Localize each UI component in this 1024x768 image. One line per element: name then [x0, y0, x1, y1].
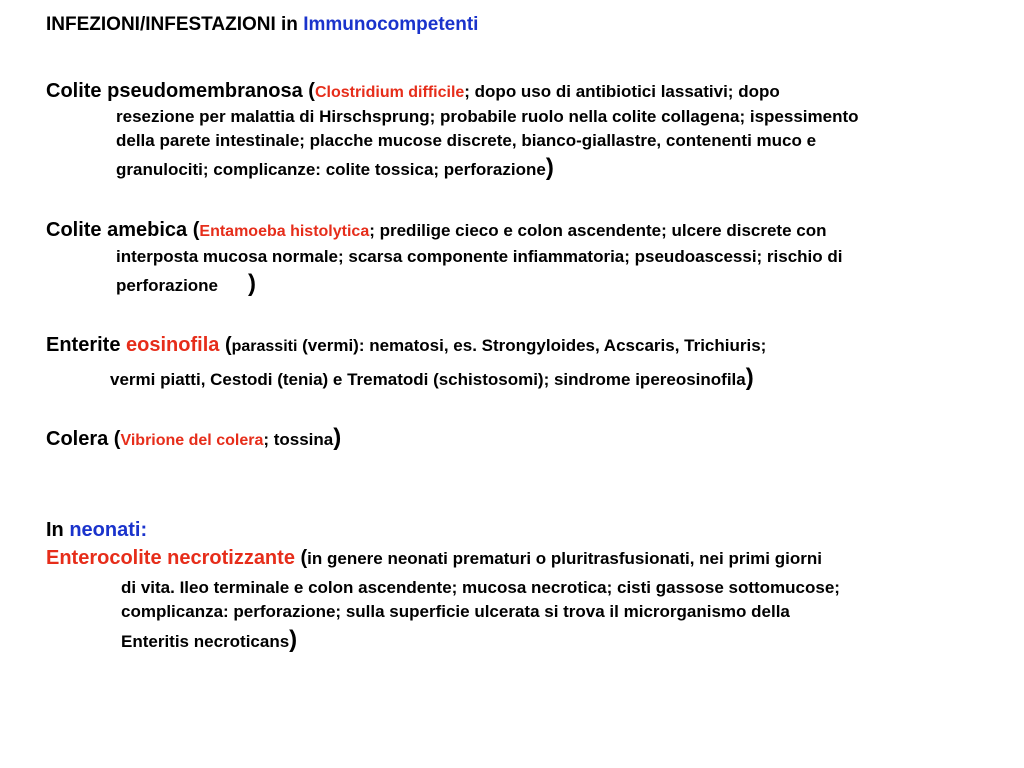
neonati-heading — [46, 519, 147, 542]
enterite-line2 — [110, 364, 754, 392]
enterocolite-text4: Enteritis necroticans — [121, 632, 290, 651]
enterite-highlight: eosinofila — [126, 334, 220, 356]
enterocolite-close: ) — [289, 626, 298, 653]
colite-amebica-close: ) — [248, 270, 257, 297]
colite-amebica-line3 — [116, 270, 256, 298]
title-prefix: INFEZIONI/INFESTAZIONI in — [46, 14, 304, 35]
colite-pseudo-name: Colite pseudomembranosa ( — [46, 80, 315, 102]
colite-amebica-text3: perforazione — [116, 276, 219, 295]
colite-pseudo-line3: della parete intestinale; placche mucose discrete, bianco-giallastre, contenenti muco e — [116, 131, 817, 150]
enterocolite-line3: complicanza: perforazione; sulla superficie ulcerata si trova il microrganismo della — [121, 602, 790, 621]
colite-amebica-line1 — [46, 219, 826, 242]
enterite-line1 — [46, 334, 766, 357]
enterite-text2: vermi piatti, Cestodi (tenia) e Trematodi (schistosomi); sindrome ipereosinofila — [110, 370, 746, 389]
colera-line — [46, 424, 341, 452]
colite-pseudo-line2: resezione per malattia di Hirschsprung; probabile ruolo nella colite collagena; ispessimento — [116, 107, 859, 126]
colera-name: Colera ( — [46, 428, 121, 450]
enterocolite-line4 — [121, 626, 297, 654]
enterite-close: ) — [745, 364, 754, 391]
enterocolite-line2: di vita. Ileo terminale e colon ascendente; mucosa necrotica; cisti gassose sottomucose; — [121, 578, 840, 597]
colite-pseudo-close: ) — [545, 154, 554, 181]
colera-close: ) — [333, 424, 342, 451]
colite-amebica-agent: Entamoeba histolytica — [199, 223, 370, 240]
enterite-rest-a: parassiti — [231, 338, 298, 355]
colite-pseudo-line4 — [116, 154, 554, 182]
enterite-name: Enterite — [46, 334, 127, 356]
enterocolite-name: Enterocolite necrotizzante — [46, 547, 295, 569]
enterocolite-rest: in genere neonati prematuri o pluritrasfusionati, nei primi giorni — [307, 549, 822, 568]
colite-pseudo-text4: granulociti; complicanze: colite tossica; perforazione — [116, 160, 546, 179]
neonati-highlight: neonati: — [69, 519, 148, 541]
colite-amebica-name: Colite amebica ( — [46, 219, 200, 241]
colite-pseudo-rest: ; dopo uso di antibiotici lassativi; dopo — [464, 82, 780, 101]
enterite-open: ( — [219, 334, 232, 356]
colite-pseudo-agent: Clostridium difficile — [314, 84, 465, 101]
title-highlight: Immunocompetenti — [303, 14, 479, 35]
colite-amebica-line2: interposta mucosa normale; scarsa componente infiammatoria; pseudoascessi; rischio di — [116, 247, 843, 266]
enterocolite-open: ( — [294, 547, 308, 569]
neonati-prefix: In — [46, 519, 70, 541]
enterocolite-line1 — [46, 547, 822, 570]
colite-pseudo-line1 — [46, 80, 780, 103]
colera-rest: ; tossina — [263, 430, 334, 449]
colera-agent: Vibrione del colera — [120, 432, 264, 449]
colite-amebica-rest: ; predilige cieco e colon ascendente; ulcere discrete con — [369, 221, 827, 240]
slide-title — [46, 14, 478, 36]
enterite-rest-b: (vermi): nematosi, es. Strongyloides, Acscaris, Trichiuris; — [297, 336, 767, 355]
